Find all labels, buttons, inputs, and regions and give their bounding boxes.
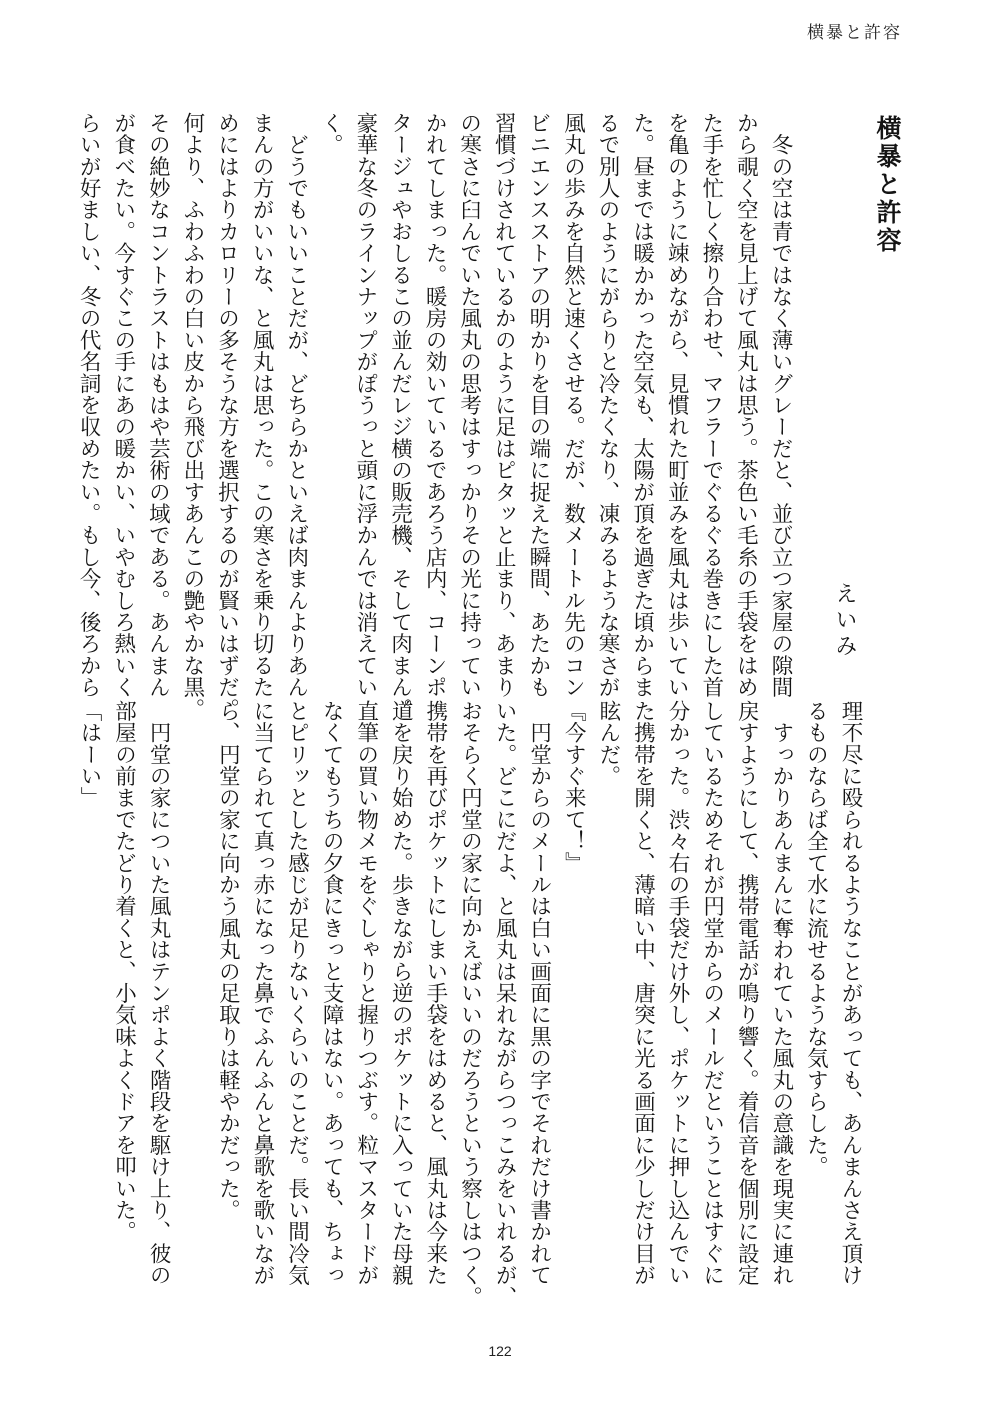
text-line: を亀のように竦めながら、見慣れた町並みを風丸は歩いてい [664,112,690,698]
text-line: ら、円堂の家に向かう風丸の足取りは軽やかだった。 [215,700,241,1221]
text-line: 眩んだ。 [595,700,621,787]
text-line: 習慣づけされているかのように足はピタッと止まり、あまり [491,112,517,698]
text-line: 携帯を再びポケットにしまい手袋をはめると、風丸は今来た [422,700,448,1286]
story-title: 横暴と許容 [873,115,902,255]
text-line: 分かった。渋々右の手袋だけ外し、ポケットに押し込んでい [665,700,691,1286]
text-line: た携帯を開くと、薄暗い中、唐突に光る画面に少しだけ目が [630,700,656,1286]
text-line: とピリッとした感じが足りないくらいのことだ。長い間冷気 [284,700,310,1286]
text-line: 『今すぐ来て！』 [561,700,587,874]
text-line: 部屋の前までたどり着くと、小気味よくドアを叩いた。 [111,700,137,1243]
page-number: 122 [488,1343,512,1359]
body-text-lower [71,700,867,1308]
body-text-upper [71,112,797,720]
text-line: 冬の空は青ではなく薄いグレーだと、並び立つ家屋の隙間 [768,112,793,698]
text-line: 風丸の歩みを自然と速くさせる。だが、数メートル先のコン [560,112,586,698]
text-line: るものならば全て水に流せるような気すらした。 [803,700,829,1178]
text-line: すっかりあんまんに奪われていた風丸の意識を現実に連れ [768,700,794,1286]
text-line: しているためそれが円堂からのメールだということはすぐに [699,700,725,1286]
text-line: かれてしまった。暖房の効いているであろう店内、コーンポ [422,112,448,698]
text-line: 「はーい」 [76,700,102,809]
text-line: めにはよりカロリーの多そうな方を選択するのが賢いはずだ。 [214,112,240,720]
text-line: タージュやおしるこの並んだレジ横の販売機、そして肉まん。 [387,112,413,720]
text-line: いた。どこにだよ、と風丸は呆れながらつっこみをいれるが、 [492,700,518,1308]
text-line: から覗く空を見上げて風丸は思う。茶色い毛糸の手袋をはめ [733,112,759,698]
text-line: おそらく円堂の家に向かえばいいのだろうという察しはつく。 [457,700,483,1308]
text-line: 道を戻り始めた。歩きながら逆のポケットに入っていた母親 [388,700,414,1286]
text-line: た手を忙しく擦り合わせ、マフラーでぐるぐる巻きにした首 [698,112,724,698]
blank-line [175,700,210,1285]
text-line: どうでもいいことだが、どちらかといえば肉まんよりあん [283,112,309,698]
text-line: が食べたい。今すぐこの手にあの暖かい、いやむしろ熱いく [110,112,136,698]
text-line: るで別人のようにがらりと冷たくなり、凍みるような寒さが [595,112,621,698]
text-line: 円堂の家についた風丸はテンポよく階段を駆け上り、彼の [146,700,172,1286]
text-line: らいが好ましい、冬の代名詞を収めたい。もし今、後ろから [76,112,102,698]
text-line: 円堂からのメールは白い画面に黒の字でそれだけ書かれて [526,700,552,1286]
text-line: なくてもうちの夕食にきっと支障はない。あっても、ちょっ [319,700,345,1286]
text-line: 理不尽に殴られるようなことがあっても、あんまんさえ頂け [838,700,863,1286]
text-line: に当てられて真っ赤になった鼻でふんふんと鼻歌を歌いなが [249,700,275,1286]
text-line: 直筆の買い物メモをぐしゃりと握りつぶす。粒マスタードが [353,700,379,1286]
running-header: 横暴と許容 [807,23,902,43]
text-line: た。昼までは暖かかった空気も、太陽が頂を過ぎた頃からま [629,112,655,698]
author-name: えいみ [832,582,857,660]
text-line: の寒さに臼んでいた風丸の思考はすっかりその光に持ってい [456,112,482,698]
text-line: 戻すようにして、携帯電話が鳴り響く。着信音を個別に設定 [734,700,760,1286]
text-line: まんの方がいいな、と風丸は思った。この寒さを乗り切るた [249,112,275,698]
text-line: ビニエンスストアの明かりを目の端に捉えた瞬間、あたかも [525,112,551,698]
text-line: その絶妙なコントラストはもはや芸術の域である。あんまん [145,112,171,698]
text-line: く。 [318,112,344,156]
text-line: 豪華な冬のラインナップがぽうっと頭に浮かんでは消えてい [352,112,378,698]
text-line: 何より、ふわふわの白い皮から飛び出すあんこの艶やかな黒。 [179,112,205,720]
